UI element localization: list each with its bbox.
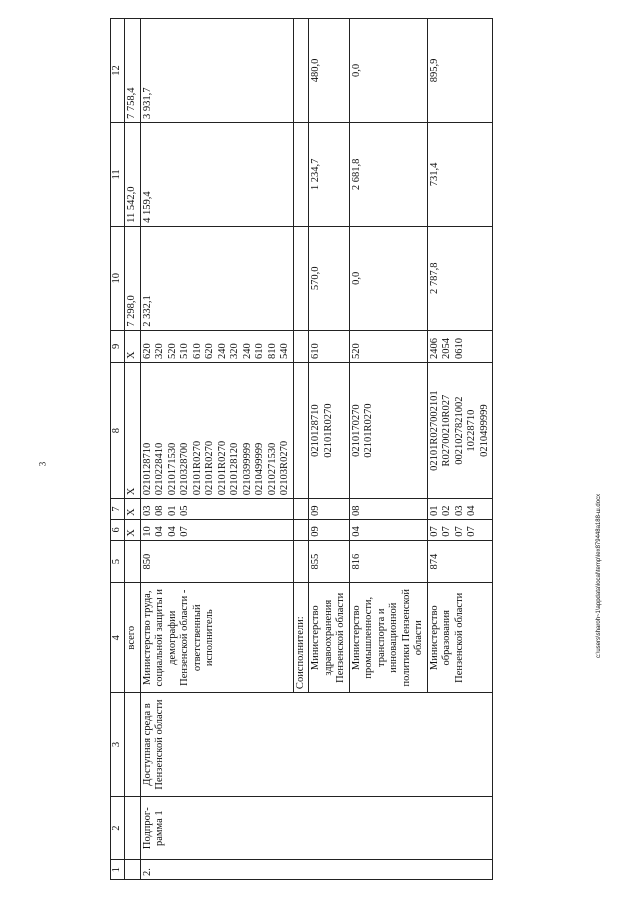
grbs-code: 855 [309, 540, 350, 583]
amount-col11: 1 234,7 [309, 122, 350, 226]
subsection-code: 08 [349, 499, 427, 520]
amount-col12: 3 931,7 [140, 19, 293, 123]
header-cell: 4 [111, 583, 125, 693]
amount-col10: 7 298,0 [125, 226, 141, 330]
target-article: X [125, 363, 141, 499]
grbs-code: 874 [427, 540, 493, 583]
amount-col12: 7 758,4 [125, 19, 141, 123]
file-path-footer: c:\users\sharoh~1\appdata\local\temp\lex879448a188-ш.docx [596, 493, 602, 658]
header-cell: 8 [111, 363, 125, 499]
header-cell: 10 [111, 226, 125, 330]
header-cell: 12 [111, 19, 125, 123]
header-cell: 9 [111, 330, 125, 362]
amount-col10: 570,0 [309, 226, 350, 330]
empty-cell [293, 330, 309, 362]
rotated-page [110, 18, 585, 880]
header-cell: 3 [111, 693, 125, 797]
empty-cell [293, 19, 309, 123]
amount-col11: 11 542,0 [125, 122, 141, 226]
table-row [140, 19, 293, 880]
section-code: 07 07 07 07 [427, 519, 493, 540]
executor: Министерство промышленности, транспорта и инновационной политики Пензенской области [349, 583, 427, 693]
section-code: 09 [309, 519, 350, 540]
header-cell: 6 [111, 519, 125, 540]
program-name: Подпрог- рамма 1 [140, 796, 493, 859]
amount-col12: 0,0 [349, 19, 427, 123]
table-header-row [111, 19, 125, 880]
program-title: Доступная среда в Пензенской области [140, 693, 493, 797]
amount-col11: 731,4 [427, 122, 493, 226]
subsection-code: X [125, 499, 141, 520]
target-article: 0210128710 0210228410 0210171530 0210328700 02101R0270 02101R0270 02101R0270 0210128120 0210399999 0210499999 0210271530 02103R0270 [140, 363, 293, 499]
amount-col10: 2 332,1 [140, 226, 293, 330]
empty-cell [293, 499, 309, 520]
executor: всего [125, 583, 141, 693]
page-number: 3 [37, 461, 48, 467]
header-cell: 5 [111, 540, 125, 583]
grbs-code [125, 540, 141, 583]
target-article: 0210128710 02101R0270 [309, 363, 350, 499]
target-article: 0210170270 02101R0270 [349, 363, 427, 499]
executor: Соисполнители: [293, 583, 309, 693]
empty-cell [293, 122, 309, 226]
empty-cell [293, 363, 309, 499]
header-cell: 1 [111, 860, 125, 880]
amount-col12: 895,9 [427, 19, 493, 123]
amount-col12: 480,0 [309, 19, 350, 123]
expense-type: X [125, 330, 141, 362]
grbs-code: 850 [140, 540, 293, 583]
table-row [125, 19, 141, 880]
executor: Министерство труда, социальной защиты и демографии Пензенской области - ответственный исполнитель [140, 583, 293, 693]
target-article: 02101R027002101 R02700210R027 0021027821002 10228710 0210499999 [427, 363, 493, 499]
subsection-code: 03 08 01 05 [140, 499, 293, 520]
section-code: 10 04 04 07 [140, 519, 293, 540]
subsection-code: 09 [309, 499, 350, 520]
section-code: 04 [349, 519, 427, 540]
row-number [125, 860, 141, 880]
expense-type: 610 [309, 330, 350, 362]
header-cell: 11 [111, 122, 125, 226]
empty-cell [293, 540, 309, 583]
expense-type: 620 320 520 510 610 620 240 320 240 610 810 540 [140, 330, 293, 362]
subsection-code: 01 02 03 04 [427, 499, 493, 520]
program-title [125, 693, 141, 797]
empty-cell [293, 519, 309, 540]
program-name [125, 796, 141, 859]
amount-col10: 2 787,8 [427, 226, 493, 330]
row-number: 2. [140, 860, 493, 880]
executor: Министерство здравоохранения Пензенской области [309, 583, 350, 693]
amount-col11: 4 159,4 [140, 122, 293, 226]
header-cell: 2 [111, 796, 125, 859]
expense-type: 520 [349, 330, 427, 362]
empty-cell [293, 226, 309, 330]
amount-col10: 0,0 [349, 226, 427, 330]
grbs-code: 816 [349, 540, 427, 583]
section-code: X [125, 519, 141, 540]
header-cell: 7 [111, 499, 125, 520]
amount-col11: 2 681,8 [349, 122, 427, 226]
expense-type: 2406 2054 0610 [427, 330, 493, 362]
executor: Министерство образования Пензенской области [427, 583, 493, 693]
budget-table [110, 18, 493, 880]
